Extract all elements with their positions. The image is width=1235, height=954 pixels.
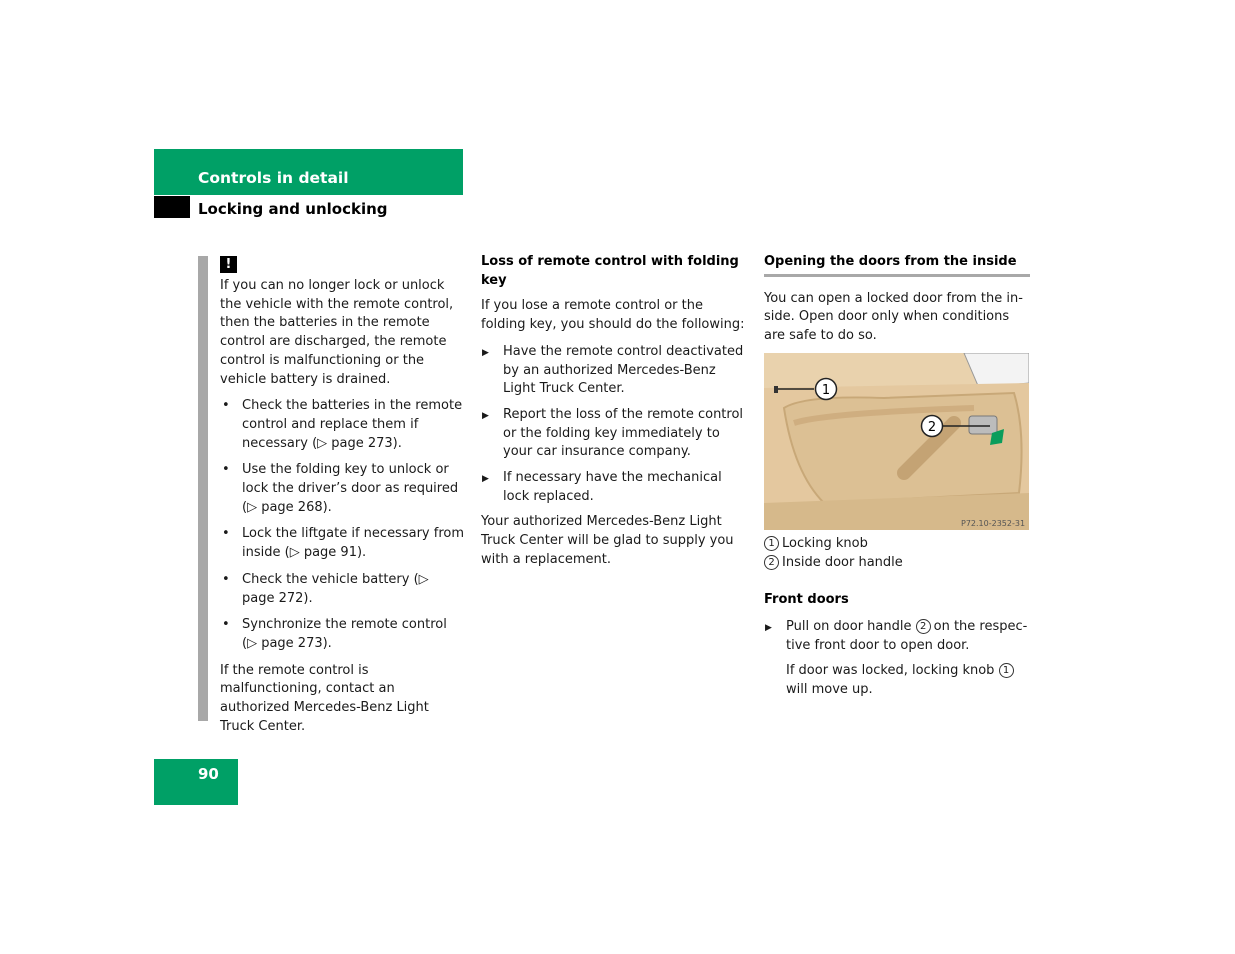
warning-sidebar	[198, 256, 208, 721]
legend-label: Inside door handle	[782, 554, 903, 570]
warning-icon: !	[220, 256, 237, 273]
list-item: • Use the folding key to unlock or lock the driver’s door as required (▷ page 268).	[220, 461, 465, 517]
loss-steps	[481, 343, 747, 507]
loss-outro: Your authorized Mercedes-Benz Light Truck Center will be glad to supply you with a replacement.	[481, 514, 734, 567]
step-item: ▶ Report the loss of the remote control or the folding key immediately to your car insurance company.	[481, 406, 747, 462]
callout-number: 1	[999, 663, 1014, 678]
loss-column	[481, 253, 747, 570]
list-item: • Lock the liftgate if necessary from inside (▷ page 91).	[220, 525, 465, 562]
door-illustration	[764, 353, 1029, 530]
step-item: ▶ Pull on door handle 2 on the respective front door to open door.	[764, 618, 1030, 655]
loss-intro: If you lose a remote control or the folding key, you should do the following:	[481, 298, 745, 333]
legend-item-1	[764, 535, 1030, 554]
front-doors-steps	[764, 618, 1030, 655]
front-doors-note: If door was locked, locking knob 1will move up.	[764, 662, 1030, 699]
loss-heading: Loss of remote control with folding key	[481, 254, 739, 288]
warning-list	[220, 397, 465, 653]
legend-label: Locking knob	[782, 535, 868, 551]
opening-column	[764, 253, 1030, 700]
legend-item-2	[764, 554, 1030, 573]
figure-code: P72.10-2352-31	[961, 518, 1026, 528]
page-number: 90	[198, 765, 219, 783]
callout-number: 2	[764, 555, 779, 570]
callout-number: 1	[764, 536, 779, 551]
opening-heading: Opening the doors from the inside	[764, 253, 1030, 277]
step-item: ▶ If necessary have the mechanical lock replaced.	[481, 469, 747, 506]
svg-text:2: 2	[927, 419, 937, 435]
svg-text:1: 1	[821, 382, 831, 398]
list-item: • Check the batteries in the remote control and replace them if necessary (▷ page 273).	[220, 397, 465, 453]
callout-number: 2	[916, 619, 931, 634]
list-item: • Check the vehicle battery (▷ page 272).	[220, 571, 465, 608]
page-number-box	[154, 759, 238, 805]
front-doors-heading: Front doors	[764, 592, 849, 608]
subsection-title: Locking and unlocking	[198, 200, 388, 218]
warning-intro: If you can no longer lock or unlock the vehicle with the remote control, then the batteries in the remote control are discharged, the remote control is malfunctioning or the vehicle battery is drained.	[220, 278, 454, 387]
section-title: Controls in detail	[198, 169, 349, 187]
opening-intro: You can open a locked door from the inside. Open door only when conditions are safe to do so.	[764, 290, 1023, 344]
door-panel-image	[764, 353, 1029, 530]
list-item: • Synchronize the remote control (▷ page 273).	[220, 616, 465, 653]
warning-outro: If the remote control is malfunctioning, contact an authorized Mercedes-Benz Light Truck Center.	[220, 662, 429, 734]
subsection-marker	[154, 196, 190, 218]
warning-column	[220, 277, 465, 736]
step-item: ▶ Have the remote control deactivated by an authorized Mercedes-Benz Light Truck Center.	[481, 343, 747, 399]
